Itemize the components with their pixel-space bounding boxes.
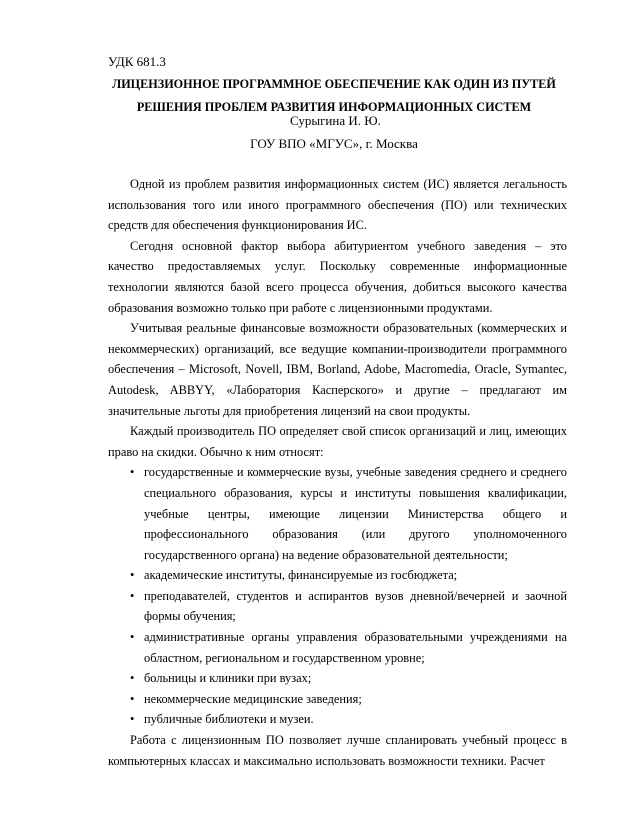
- bullet-icon: •: [130, 671, 135, 686]
- bullet-icon: •: [130, 630, 135, 645]
- paragraph: Сегодня основной фактор выбора абитуриентом учебного заведения – это качество предоставляемых услуг. Поскольку современные информационные технологии являются базой всего процесса обучения, добиться высокого качества образования возможно только при работе с лицензионными продуктами.: [108, 238, 567, 315]
- bullet-icon: •: [130, 568, 135, 583]
- paragraph: Учитывая реальные финансовые возможности образовательных (коммерческих и некоммерческих) организаций, все ведущие компании-производители программного обеспечения – Microsoft, Novell, IBM, Borland, Adobe, Macromedia, Oracle, Symantec, Autodesk, ABBYY, «Лаборатория Касперского» и другие – предлагают им значительные льготы для приобретения лицензий на свои продукты.: [108, 321, 567, 418]
- title-line-2: РЕШЕНИЯ ПРОБЛЕМ РАЗВИТИЯ ИНФОРМАЦИОННЫХ СИСТЕМ: [136, 100, 532, 114]
- bullet-icon: •: [130, 465, 135, 480]
- author-organization: ГОУ ВПО «МГУС», г. Москва: [250, 136, 418, 151]
- list-item: [130, 689, 567, 710]
- list-item: [130, 627, 567, 668]
- eligibility-list: [108, 462, 567, 730]
- list-item: [130, 709, 567, 730]
- bullet-icon: •: [130, 588, 135, 603]
- list-item-text: академические институты, финансируемые из госбюджета;: [144, 568, 458, 583]
- bullet-icon: •: [130, 712, 135, 727]
- list-item: [130, 462, 567, 565]
- list-item-text: административные органы управления образовательными учреждениями на областном, региональном и государственном уровне;: [144, 630, 567, 665]
- list-item: [130, 565, 567, 586]
- udk-code: УДК 681.3: [108, 54, 166, 69]
- list-item-text: преподавателей, студентов и аспирантов вузов дневной/вечерней и заочной формы обучения;: [144, 588, 567, 624]
- list-item-text: некоммерческие медицинские заведения;: [144, 691, 362, 706]
- author-name: Сурыгина И. Ю.: [290, 113, 381, 128]
- paragraph: Работа с лицензионным ПО позволяет лучше спланировать учебный процесс в компьютерных классах и максимально использовать возможности техники. Расчет: [108, 733, 567, 768]
- list-item-text: больницы и клиники при вузах;: [144, 671, 312, 686]
- article-body: [108, 174, 567, 771]
- list-item-text: государственные и коммерческие вузы, учебные заведения среднего и среднего специального образования, курсы и институты повышения квалификации, учебные центры, имеющие лицензии Министерства общего и профессионального образования (или другого уполномоченного государственного органа) на ведение образовательной деятельности;: [144, 465, 567, 562]
- list-item: [130, 586, 567, 627]
- list-item-text: публичные библиотеки и музеи.: [144, 712, 314, 727]
- list-item: [130, 668, 567, 689]
- bullet-icon: •: [130, 691, 135, 706]
- paragraph: Одной из проблем развития информационных систем (ИС) является легальность использования того или иного программного обеспечения (ПО) или технических средств для обеспечения функционирования ИС.: [108, 177, 567, 233]
- title-line-1: ЛИЦЕНЗИОННОЕ ПРОГРАММНОЕ ОБЕСПЕЧЕНИЕ КАК ОДИН ИЗ ПУТЕЙ: [112, 77, 556, 91]
- paragraph: Каждый производитель ПО определяет свой список организаций и лиц, имеющих право на скидки. Обычно к ним относят:: [108, 424, 567, 459]
